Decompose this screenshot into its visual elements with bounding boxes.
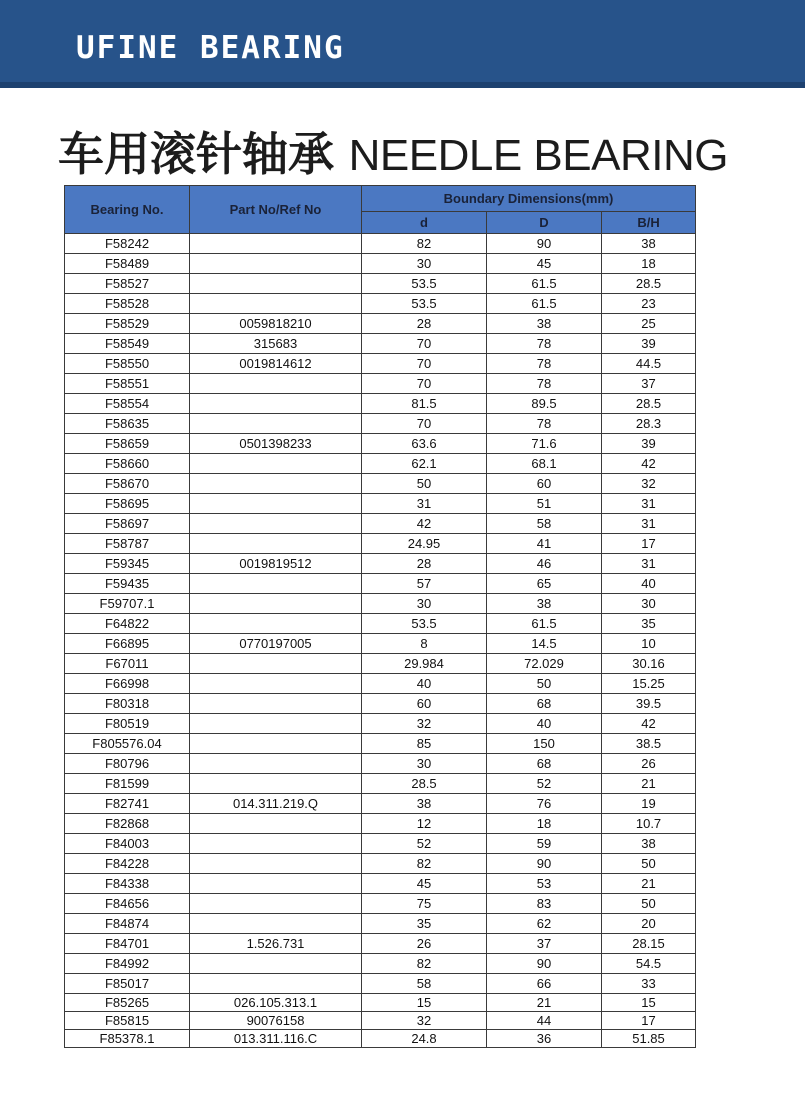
part-no-cell bbox=[190, 954, 362, 974]
d-cell: 26 bbox=[362, 934, 487, 954]
D-cell: 78 bbox=[487, 414, 602, 434]
bearing-no-cell: F58670 bbox=[65, 474, 190, 494]
table-row bbox=[65, 1030, 696, 1048]
D-cell: 37 bbox=[487, 934, 602, 954]
d-cell: 32 bbox=[362, 714, 487, 734]
page-title bbox=[58, 118, 728, 184]
bearing-no-cell: F84228 bbox=[65, 854, 190, 874]
table-row bbox=[65, 974, 696, 994]
part-no-cell: 014.311.219.Q bbox=[190, 794, 362, 814]
table-row bbox=[65, 614, 696, 634]
d-cell: 60 bbox=[362, 694, 487, 714]
table-row bbox=[65, 254, 696, 274]
table-row bbox=[65, 374, 696, 394]
table-row bbox=[65, 314, 696, 334]
part-no-cell bbox=[190, 814, 362, 834]
bearing-no-cell: F58659 bbox=[65, 434, 190, 454]
d-cell: 85 bbox=[362, 734, 487, 754]
D-cell: 78 bbox=[487, 354, 602, 374]
part-no-cell bbox=[190, 874, 362, 894]
bearing-no-cell: F58635 bbox=[65, 414, 190, 434]
table-row bbox=[65, 934, 696, 954]
D-cell: 90 bbox=[487, 854, 602, 874]
D-cell: 45 bbox=[487, 254, 602, 274]
D-cell: 71.6 bbox=[487, 434, 602, 454]
bh-cell: 31 bbox=[602, 514, 696, 534]
bh-cell: 39 bbox=[602, 434, 696, 454]
bh-cell: 38.5 bbox=[602, 734, 696, 754]
col-header-bearing-no: Bearing No. bbox=[65, 186, 190, 234]
bh-cell: 39 bbox=[602, 334, 696, 354]
d-cell: 75 bbox=[362, 894, 487, 914]
page-title-english: NEEDLE BEARING bbox=[348, 131, 728, 180]
brand-title: UFINE BEARING bbox=[76, 30, 345, 66]
D-cell: 59 bbox=[487, 834, 602, 854]
bearing-no-cell: F59345 bbox=[65, 554, 190, 574]
bearing-no-cell: F80519 bbox=[65, 714, 190, 734]
part-no-cell: 0019819512 bbox=[190, 554, 362, 574]
d-cell: 30 bbox=[362, 254, 487, 274]
table-row bbox=[65, 394, 696, 414]
table-row bbox=[65, 874, 696, 894]
bh-cell: 19 bbox=[602, 794, 696, 814]
bh-cell: 37 bbox=[602, 374, 696, 394]
bearing-no-cell: F58489 bbox=[65, 254, 190, 274]
D-cell: 38 bbox=[487, 594, 602, 614]
bearing-no-cell: F58660 bbox=[65, 454, 190, 474]
D-cell: 89.5 bbox=[487, 394, 602, 414]
D-cell: 62 bbox=[487, 914, 602, 934]
D-cell: 58 bbox=[487, 514, 602, 534]
D-cell: 61.5 bbox=[487, 614, 602, 634]
bearing-no-cell: F80318 bbox=[65, 694, 190, 714]
bearing-no-cell: F85017 bbox=[65, 974, 190, 994]
table-row bbox=[65, 714, 696, 734]
header-band-shade bbox=[0, 82, 805, 88]
table-row bbox=[65, 234, 696, 254]
bh-cell: 28.5 bbox=[602, 274, 696, 294]
D-cell: 52 bbox=[487, 774, 602, 794]
table-row bbox=[65, 434, 696, 454]
bearing-no-cell: F58697 bbox=[65, 514, 190, 534]
bearing-no-cell: F58529 bbox=[65, 314, 190, 334]
table-body bbox=[65, 234, 696, 1048]
part-no-cell bbox=[190, 654, 362, 674]
table-row bbox=[65, 994, 696, 1012]
bh-cell: 21 bbox=[602, 774, 696, 794]
d-cell: 70 bbox=[362, 334, 487, 354]
bh-cell: 51.85 bbox=[602, 1030, 696, 1048]
part-no-cell: 026.105.313.1 bbox=[190, 994, 362, 1012]
d-cell: 31 bbox=[362, 494, 487, 514]
table-row bbox=[65, 954, 696, 974]
bearing-no-cell: F84003 bbox=[65, 834, 190, 854]
part-no-cell bbox=[190, 454, 362, 474]
D-cell: 78 bbox=[487, 334, 602, 354]
bearing-no-cell: F58527 bbox=[65, 274, 190, 294]
part-no-cell bbox=[190, 294, 362, 314]
d-cell: 52 bbox=[362, 834, 487, 854]
bh-cell: 28.3 bbox=[602, 414, 696, 434]
D-cell: 40 bbox=[487, 714, 602, 734]
col-header-d: d bbox=[362, 212, 487, 234]
table-row bbox=[65, 754, 696, 774]
d-cell: 82 bbox=[362, 234, 487, 254]
part-no-cell bbox=[190, 614, 362, 634]
part-no-cell bbox=[190, 714, 362, 734]
part-no-cell bbox=[190, 854, 362, 874]
col-header-part-no: Part No/Ref No bbox=[190, 186, 362, 234]
bh-cell: 50 bbox=[602, 854, 696, 874]
bearing-no-cell: F67011 bbox=[65, 654, 190, 674]
D-cell: 21 bbox=[487, 994, 602, 1012]
bearing-no-cell: F66998 bbox=[65, 674, 190, 694]
part-no-cell: 315683 bbox=[190, 334, 362, 354]
bh-cell: 26 bbox=[602, 754, 696, 774]
d-cell: 38 bbox=[362, 794, 487, 814]
bearing-no-cell: F84656 bbox=[65, 894, 190, 914]
part-no-cell bbox=[190, 514, 362, 534]
bh-cell: 54.5 bbox=[602, 954, 696, 974]
D-cell: 90 bbox=[487, 234, 602, 254]
d-cell: 24.8 bbox=[362, 1030, 487, 1048]
part-no-cell bbox=[190, 594, 362, 614]
part-no-cell: 013.311.116.C bbox=[190, 1030, 362, 1048]
D-cell: 53 bbox=[487, 874, 602, 894]
D-cell: 78 bbox=[487, 374, 602, 394]
bearing-no-cell: F58554 bbox=[65, 394, 190, 414]
d-cell: 32 bbox=[362, 1012, 487, 1030]
part-no-cell bbox=[190, 774, 362, 794]
table-row bbox=[65, 494, 696, 514]
part-no-cell bbox=[190, 574, 362, 594]
d-cell: 29.984 bbox=[362, 654, 487, 674]
D-cell: 18 bbox=[487, 814, 602, 834]
d-cell: 82 bbox=[362, 954, 487, 974]
D-cell: 150 bbox=[487, 734, 602, 754]
d-cell: 53.5 bbox=[362, 614, 487, 634]
table-row bbox=[65, 514, 696, 534]
bearing-no-cell: F59707.1 bbox=[65, 594, 190, 614]
D-cell: 61.5 bbox=[487, 294, 602, 314]
table-row bbox=[65, 534, 696, 554]
bearing-no-cell: F84701 bbox=[65, 934, 190, 954]
table-row bbox=[65, 834, 696, 854]
d-cell: 53.5 bbox=[362, 274, 487, 294]
bh-cell: 42 bbox=[602, 714, 696, 734]
table-row bbox=[65, 1012, 696, 1030]
D-cell: 68 bbox=[487, 694, 602, 714]
d-cell: 63.6 bbox=[362, 434, 487, 454]
col-header-boundary-dimensions: Boundary Dimensions(mm) bbox=[362, 186, 696, 212]
d-cell: 28 bbox=[362, 314, 487, 334]
bh-cell: 33 bbox=[602, 974, 696, 994]
bh-cell: 17 bbox=[602, 1012, 696, 1030]
d-cell: 28.5 bbox=[362, 774, 487, 794]
bearing-no-cell: F85815 bbox=[65, 1012, 190, 1030]
part-no-cell bbox=[190, 894, 362, 914]
bh-cell: 10.7 bbox=[602, 814, 696, 834]
bearing-spec-table bbox=[64, 185, 696, 1048]
d-cell: 30 bbox=[362, 594, 487, 614]
d-cell: 70 bbox=[362, 374, 487, 394]
D-cell: 90 bbox=[487, 954, 602, 974]
table-row bbox=[65, 734, 696, 754]
bh-cell: 25 bbox=[602, 314, 696, 334]
bh-cell: 18 bbox=[602, 254, 696, 274]
table-row bbox=[65, 794, 696, 814]
bearing-no-cell: F80796 bbox=[65, 754, 190, 774]
part-no-cell: 0501398233 bbox=[190, 434, 362, 454]
table-row bbox=[65, 774, 696, 794]
bh-cell: 30 bbox=[602, 594, 696, 614]
d-cell: 30 bbox=[362, 754, 487, 774]
table-row bbox=[65, 814, 696, 834]
table-row bbox=[65, 694, 696, 714]
D-cell: 60 bbox=[487, 474, 602, 494]
d-cell: 62.1 bbox=[362, 454, 487, 474]
part-no-cell bbox=[190, 534, 362, 554]
table-row bbox=[65, 574, 696, 594]
part-no-cell bbox=[190, 374, 362, 394]
bh-cell: 44.5 bbox=[602, 354, 696, 374]
D-cell: 66 bbox=[487, 974, 602, 994]
bh-cell: 50 bbox=[602, 894, 696, 914]
table-row bbox=[65, 474, 696, 494]
table-row bbox=[65, 294, 696, 314]
D-cell: 36 bbox=[487, 1030, 602, 1048]
bh-cell: 31 bbox=[602, 494, 696, 514]
d-cell: 28 bbox=[362, 554, 487, 574]
table-row bbox=[65, 554, 696, 574]
table-row bbox=[65, 334, 696, 354]
header-band bbox=[0, 0, 805, 88]
d-cell: 70 bbox=[362, 354, 487, 374]
table-row bbox=[65, 654, 696, 674]
part-no-cell bbox=[190, 974, 362, 994]
part-no-cell bbox=[190, 494, 362, 514]
part-no-cell bbox=[190, 754, 362, 774]
table-row bbox=[65, 914, 696, 934]
d-cell: 42 bbox=[362, 514, 487, 534]
D-cell: 41 bbox=[487, 534, 602, 554]
d-cell: 40 bbox=[362, 674, 487, 694]
d-cell: 57 bbox=[362, 574, 487, 594]
D-cell: 72.029 bbox=[487, 654, 602, 674]
table-row bbox=[65, 414, 696, 434]
D-cell: 68.1 bbox=[487, 454, 602, 474]
part-no-cell bbox=[190, 474, 362, 494]
D-cell: 51 bbox=[487, 494, 602, 514]
bearing-no-cell: F59435 bbox=[65, 574, 190, 594]
part-no-cell bbox=[190, 394, 362, 414]
bh-cell: 10 bbox=[602, 634, 696, 654]
bearing-no-cell: F85265 bbox=[65, 994, 190, 1012]
table-row bbox=[65, 854, 696, 874]
bh-cell: 15.25 bbox=[602, 674, 696, 694]
bearing-no-cell: F82741 bbox=[65, 794, 190, 814]
bh-cell: 17 bbox=[602, 534, 696, 554]
table-row bbox=[65, 454, 696, 474]
part-no-cell: 0019814612 bbox=[190, 354, 362, 374]
D-cell: 44 bbox=[487, 1012, 602, 1030]
table-row bbox=[65, 594, 696, 614]
d-cell: 35 bbox=[362, 914, 487, 934]
bearing-no-cell: F58550 bbox=[65, 354, 190, 374]
D-cell: 14.5 bbox=[487, 634, 602, 654]
d-cell: 45 bbox=[362, 874, 487, 894]
part-no-cell bbox=[190, 694, 362, 714]
bh-cell: 20 bbox=[602, 914, 696, 934]
bh-cell: 35 bbox=[602, 614, 696, 634]
bh-cell: 38 bbox=[602, 234, 696, 254]
bh-cell: 15 bbox=[602, 994, 696, 1012]
bh-cell: 21 bbox=[602, 874, 696, 894]
part-no-cell: 1.526.731 bbox=[190, 934, 362, 954]
bearing-no-cell: F58549 bbox=[65, 334, 190, 354]
D-cell: 61.5 bbox=[487, 274, 602, 294]
part-no-cell bbox=[190, 834, 362, 854]
bearing-no-cell: F64822 bbox=[65, 614, 190, 634]
part-no-cell bbox=[190, 274, 362, 294]
part-no-cell bbox=[190, 414, 362, 434]
D-cell: 38 bbox=[487, 314, 602, 334]
table-row bbox=[65, 894, 696, 914]
d-cell: 58 bbox=[362, 974, 487, 994]
d-cell: 15 bbox=[362, 994, 487, 1012]
d-cell: 8 bbox=[362, 634, 487, 654]
bh-cell: 38 bbox=[602, 834, 696, 854]
bearing-no-cell: F66895 bbox=[65, 634, 190, 654]
d-cell: 53.5 bbox=[362, 294, 487, 314]
bearing-no-cell: F81599 bbox=[65, 774, 190, 794]
col-header-D: D bbox=[487, 212, 602, 234]
bearing-no-cell: F58787 bbox=[65, 534, 190, 554]
D-cell: 50 bbox=[487, 674, 602, 694]
bh-cell: 28.15 bbox=[602, 934, 696, 954]
table-row bbox=[65, 274, 696, 294]
bearing-no-cell: F82868 bbox=[65, 814, 190, 834]
part-no-cell bbox=[190, 674, 362, 694]
d-cell: 70 bbox=[362, 414, 487, 434]
bh-cell: 42 bbox=[602, 454, 696, 474]
bearing-no-cell: F58551 bbox=[65, 374, 190, 394]
part-no-cell: 90076158 bbox=[190, 1012, 362, 1030]
D-cell: 65 bbox=[487, 574, 602, 594]
bh-cell: 40 bbox=[602, 574, 696, 594]
bearing-no-cell: F58242 bbox=[65, 234, 190, 254]
part-no-cell: 0059818210 bbox=[190, 314, 362, 334]
bh-cell: 39.5 bbox=[602, 694, 696, 714]
bearing-no-cell: F84992 bbox=[65, 954, 190, 974]
bearing-no-cell: F58528 bbox=[65, 294, 190, 314]
d-cell: 24.95 bbox=[362, 534, 487, 554]
d-cell: 12 bbox=[362, 814, 487, 834]
D-cell: 68 bbox=[487, 754, 602, 774]
bh-cell: 28.5 bbox=[602, 394, 696, 414]
part-no-cell bbox=[190, 254, 362, 274]
page-title-chinese: 车用滚针轴承 bbox=[58, 127, 334, 181]
table-row bbox=[65, 634, 696, 654]
part-no-cell bbox=[190, 234, 362, 254]
bh-cell: 30.16 bbox=[602, 654, 696, 674]
table-row bbox=[65, 354, 696, 374]
D-cell: 76 bbox=[487, 794, 602, 814]
bh-cell: 31 bbox=[602, 554, 696, 574]
part-no-cell: 0770197005 bbox=[190, 634, 362, 654]
bearing-no-cell: F805576.04 bbox=[65, 734, 190, 754]
bearing-no-cell: F84874 bbox=[65, 914, 190, 934]
d-cell: 50 bbox=[362, 474, 487, 494]
bearing-no-cell: F84338 bbox=[65, 874, 190, 894]
col-header-bh: B/H bbox=[602, 212, 696, 234]
bearing-no-cell: F85378.1 bbox=[65, 1030, 190, 1048]
d-cell: 82 bbox=[362, 854, 487, 874]
part-no-cell bbox=[190, 734, 362, 754]
d-cell: 81.5 bbox=[362, 394, 487, 414]
bh-cell: 32 bbox=[602, 474, 696, 494]
table-row bbox=[65, 674, 696, 694]
bh-cell: 23 bbox=[602, 294, 696, 314]
part-no-cell bbox=[190, 914, 362, 934]
D-cell: 83 bbox=[487, 894, 602, 914]
D-cell: 46 bbox=[487, 554, 602, 574]
bearing-no-cell: F58695 bbox=[65, 494, 190, 514]
